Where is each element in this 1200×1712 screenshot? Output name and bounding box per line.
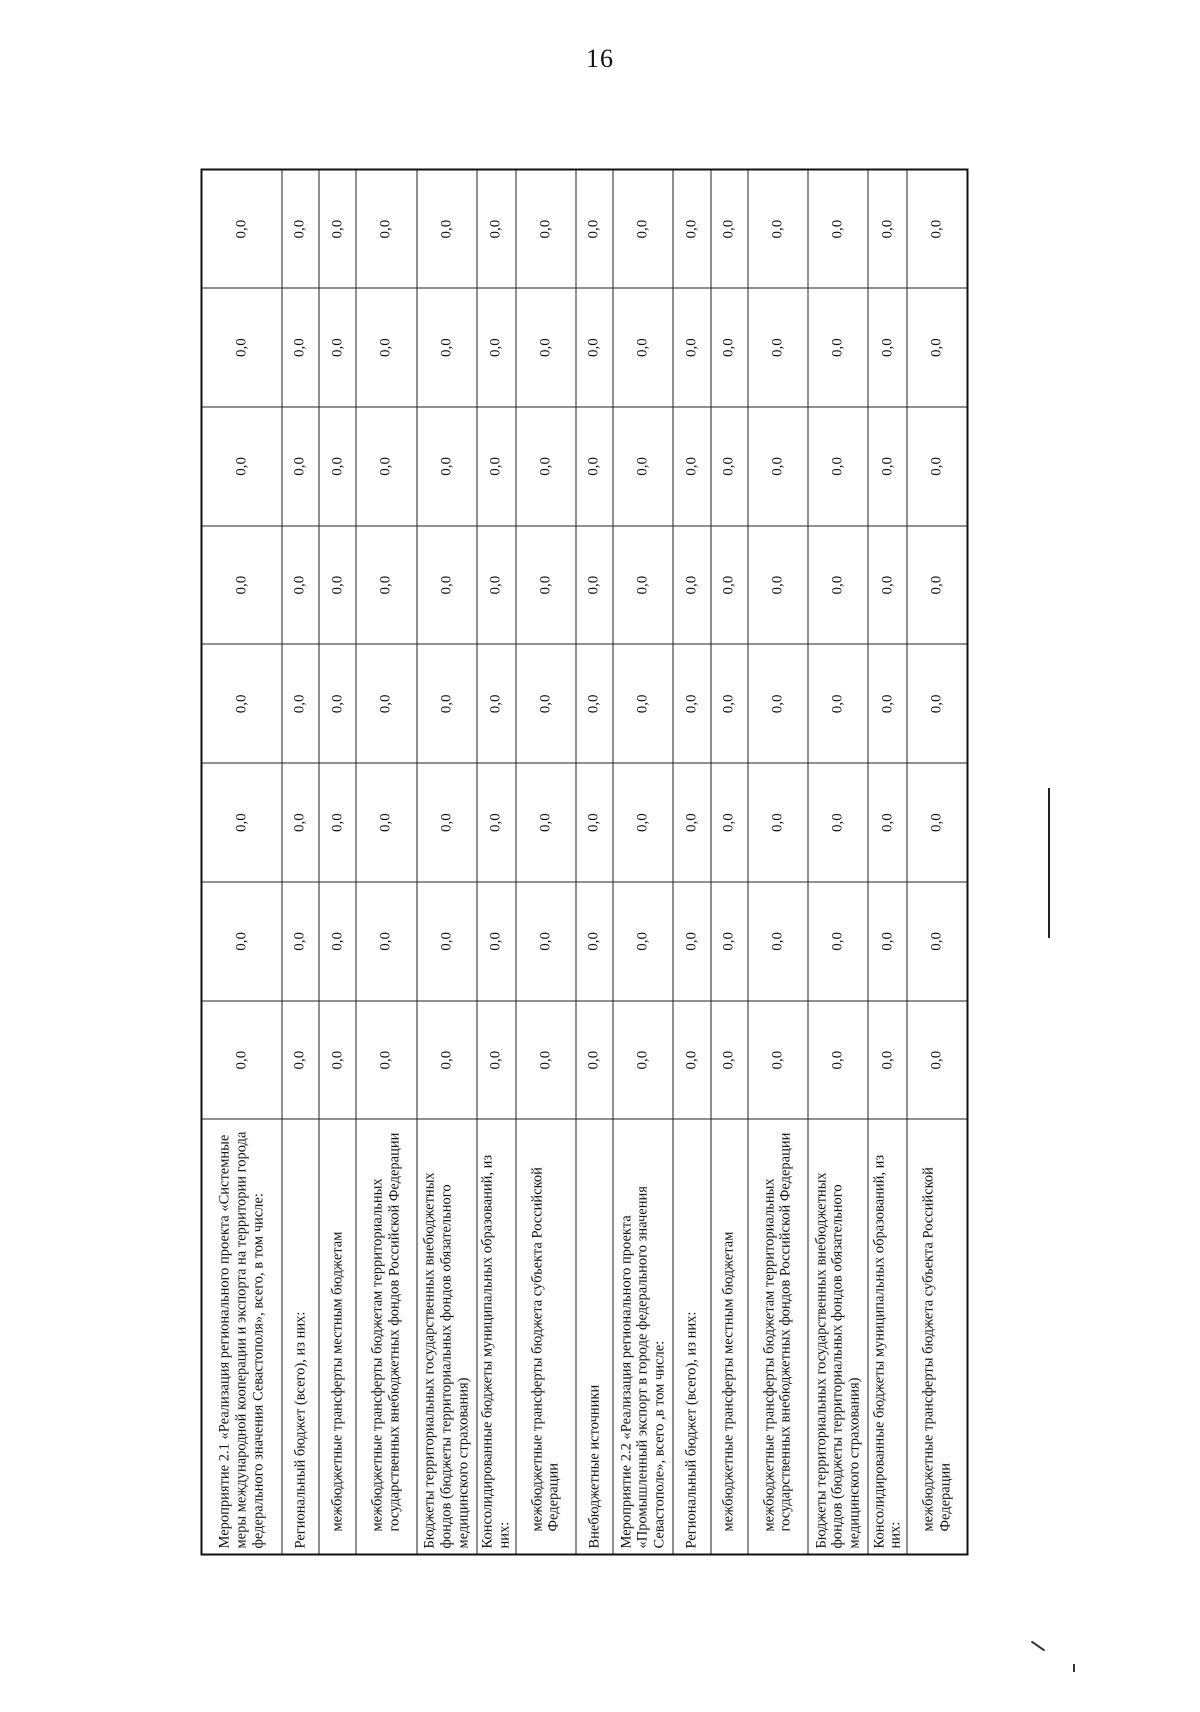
table-row — [515, 169, 575, 1554]
row-value: 0,0 — [416, 763, 476, 882]
row-value: 0,0 — [356, 1000, 416, 1119]
row-label: Региональный бюджет (всего), из них: — [281, 1119, 318, 1554]
row-value: 0,0 — [201, 525, 281, 644]
row-value: 0,0 — [319, 644, 356, 763]
row-value: 0,0 — [710, 288, 747, 407]
row-value: 0,0 — [515, 763, 575, 882]
table-row — [907, 169, 967, 1554]
row-value: 0,0 — [477, 882, 516, 1001]
row-value: 0,0 — [808, 763, 868, 882]
row-label: межбюджетные трансферты бюджета субъекта Российской Федерации — [515, 1119, 575, 1554]
row-value: 0,0 — [710, 525, 747, 644]
row-value: 0,0 — [416, 169, 476, 288]
row-value: 0,0 — [575, 763, 612, 882]
row-value: 0,0 — [747, 882, 807, 1001]
row-value: 0,0 — [356, 169, 416, 288]
row-value: 0,0 — [281, 644, 318, 763]
row-value: 0,0 — [201, 288, 281, 407]
table-row — [710, 169, 747, 1554]
row-label: Мероприятие 2.1 «Реализация регионального проекта «Системные меры международной кооперации и экспорта на территории города федерального значения Севастополя», всего, в том числе: — [201, 1119, 281, 1554]
table-row — [673, 169, 710, 1554]
row-value: 0,0 — [281, 169, 318, 288]
row-value: 0,0 — [515, 1000, 575, 1119]
row-value: 0,0 — [907, 882, 967, 1001]
row-label: межбюджетные трансферты бюджетам территориальных государственных внебюджетных фондов Российской Федерации — [747, 1119, 807, 1554]
row-value: 0,0 — [575, 407, 612, 526]
row-value: 0,0 — [201, 1000, 281, 1119]
row-value: 0,0 — [319, 407, 356, 526]
row-value: 0,0 — [319, 1000, 356, 1119]
row-value: 0,0 — [808, 525, 868, 644]
row-value: 0,0 — [515, 169, 575, 288]
row-value: 0,0 — [319, 169, 356, 288]
table-row — [477, 169, 516, 1554]
row-value: 0,0 — [747, 169, 807, 288]
row-value: 0,0 — [808, 169, 868, 288]
row-label: межбюджетные трансферты местным бюджетам — [319, 1119, 356, 1554]
row-value: 0,0 — [515, 525, 575, 644]
row-value: 0,0 — [575, 1000, 612, 1119]
row-value: 0,0 — [673, 407, 710, 526]
row-value: 0,0 — [613, 1000, 673, 1119]
row-value: 0,0 — [201, 644, 281, 763]
row-value: 0,0 — [613, 763, 673, 882]
page-number: 16 — [586, 44, 614, 73]
row-value: 0,0 — [868, 1000, 907, 1119]
row-value: 0,0 — [416, 288, 476, 407]
row-value: 0,0 — [907, 1000, 967, 1119]
table-row — [575, 169, 612, 1554]
row-value: 0,0 — [747, 407, 807, 526]
row-value: 0,0 — [710, 407, 747, 526]
budget-table-rotated — [200, 170, 968, 1555]
row-value: 0,0 — [868, 882, 907, 1001]
budget-table — [200, 168, 968, 1555]
row-value: 0,0 — [868, 169, 907, 288]
table-row — [281, 169, 318, 1554]
row-value: 0,0 — [808, 882, 868, 1001]
row-value: 0,0 — [477, 763, 516, 882]
row-value: 0,0 — [575, 882, 612, 1001]
row-label: Консолидированные бюджеты муниципальных образований, из них: — [868, 1119, 907, 1554]
table-row — [416, 169, 476, 1554]
row-value: 0,0 — [907, 763, 967, 882]
row-value: 0,0 — [868, 644, 907, 763]
row-value: 0,0 — [808, 644, 868, 763]
row-value: 0,0 — [710, 763, 747, 882]
row-value: 0,0 — [907, 644, 967, 763]
row-value: 0,0 — [281, 407, 318, 526]
row-value: 0,0 — [575, 525, 612, 644]
row-value: 0,0 — [356, 288, 416, 407]
row-label: межбюджетные трансферты бюджета субъекта Российской Федерации — [907, 1119, 967, 1554]
row-value: 0,0 — [868, 407, 907, 526]
row-value: 0,0 — [281, 763, 318, 882]
scan-mark-tick — [1031, 1641, 1045, 1652]
row-value: 0,0 — [201, 169, 281, 288]
row-value: 0,0 — [575, 644, 612, 763]
row-value: 0,0 — [477, 525, 516, 644]
table-row — [808, 169, 868, 1554]
table-row — [319, 169, 356, 1554]
row-value: 0,0 — [477, 644, 516, 763]
row-label: Бюджеты территориальных государственных внебюджетных фондов (бюджеты территориальных фондов обязательного медицинского страхования) — [808, 1119, 868, 1554]
row-value: 0,0 — [416, 407, 476, 526]
row-value: 0,0 — [808, 407, 868, 526]
row-value: 0,0 — [613, 169, 673, 288]
row-value: 0,0 — [747, 288, 807, 407]
row-value: 0,0 — [710, 169, 747, 288]
row-value: 0,0 — [613, 288, 673, 407]
row-value: 0,0 — [613, 407, 673, 526]
scan-mark-dot — [1073, 1664, 1075, 1672]
row-value: 0,0 — [673, 525, 710, 644]
row-label: Внебюджетные источники — [575, 1119, 612, 1554]
row-value: 0,0 — [515, 288, 575, 407]
row-value: 0,0 — [710, 1000, 747, 1119]
row-label: межбюджетные трансферты местным бюджетам — [710, 1119, 747, 1554]
row-value: 0,0 — [808, 1000, 868, 1119]
row-value: 0,0 — [710, 882, 747, 1001]
row-value: 0,0 — [747, 763, 807, 882]
row-value: 0,0 — [613, 644, 673, 763]
row-value: 0,0 — [673, 288, 710, 407]
row-value: 0,0 — [281, 1000, 318, 1119]
row-value: 0,0 — [673, 763, 710, 882]
row-value: 0,0 — [710, 644, 747, 763]
row-value: 0,0 — [201, 763, 281, 882]
row-value: 0,0 — [515, 407, 575, 526]
row-value: 0,0 — [868, 525, 907, 644]
row-value: 0,0 — [673, 1000, 710, 1119]
row-value: 0,0 — [747, 525, 807, 644]
row-value: 0,0 — [201, 407, 281, 526]
row-value: 0,0 — [673, 169, 710, 288]
table-row — [613, 169, 673, 1554]
row-value: 0,0 — [319, 288, 356, 407]
row-value: 0,0 — [416, 882, 476, 1001]
row-value: 0,0 — [356, 407, 416, 526]
row-value: 0,0 — [477, 288, 516, 407]
row-value: 0,0 — [356, 525, 416, 644]
row-value: 0,0 — [747, 644, 807, 763]
table-row — [747, 169, 807, 1554]
row-label: Мероприятие 2.2 «Реализация регионального проекта «Промышленный экспорт в городе федерального значения Севастополе», всего ,в том числе: — [613, 1119, 673, 1554]
row-value: 0,0 — [416, 1000, 476, 1119]
row-value: 0,0 — [477, 1000, 516, 1119]
row-value: 0,0 — [356, 763, 416, 882]
row-label: Консолидированные бюджеты муниципальных образований, из них: — [477, 1119, 516, 1554]
row-value: 0,0 — [515, 644, 575, 763]
table-row — [201, 169, 281, 1554]
row-value: 0,0 — [575, 288, 612, 407]
table-row — [868, 169, 907, 1554]
row-value: 0,0 — [907, 407, 967, 526]
row-value: 0,0 — [281, 525, 318, 644]
row-value: 0,0 — [416, 644, 476, 763]
row-value: 0,0 — [868, 763, 907, 882]
row-value: 0,0 — [613, 525, 673, 644]
row-value: 0,0 — [575, 169, 612, 288]
row-value: 0,0 — [868, 288, 907, 407]
row-value: 0,0 — [673, 644, 710, 763]
row-value: 0,0 — [416, 525, 476, 644]
row-value: 0,0 — [477, 169, 516, 288]
row-value: 0,0 — [319, 763, 356, 882]
row-value: 0,0 — [281, 288, 318, 407]
scan-mark-line — [1048, 788, 1050, 938]
row-value: 0,0 — [319, 882, 356, 1001]
row-value: 0,0 — [673, 882, 710, 1001]
row-value: 0,0 — [747, 1000, 807, 1119]
row-value: 0,0 — [808, 288, 868, 407]
row-label: межбюджетные трансферты бюджетам территориальных государственных внебюджетных фондов Российской Федерации — [356, 1119, 416, 1554]
row-value: 0,0 — [356, 644, 416, 763]
row-value: 0,0 — [319, 525, 356, 644]
table-row — [356, 169, 416, 1554]
row-value: 0,0 — [201, 882, 281, 1001]
row-value: 0,0 — [613, 882, 673, 1001]
row-value: 0,0 — [907, 525, 967, 644]
row-value: 0,0 — [907, 169, 967, 288]
row-value: 0,0 — [907, 288, 967, 407]
row-label: Региональный бюджет (всего), из них: — [673, 1119, 710, 1554]
row-value: 0,0 — [515, 882, 575, 1001]
row-value: 0,0 — [477, 407, 516, 526]
row-value: 0,0 — [281, 882, 318, 1001]
row-value: 0,0 — [356, 882, 416, 1001]
row-label: Бюджеты территориальных государственных внебюджетных фондов (бюджеты территориальных фондов обязательного медицинского страхования) — [416, 1119, 476, 1554]
